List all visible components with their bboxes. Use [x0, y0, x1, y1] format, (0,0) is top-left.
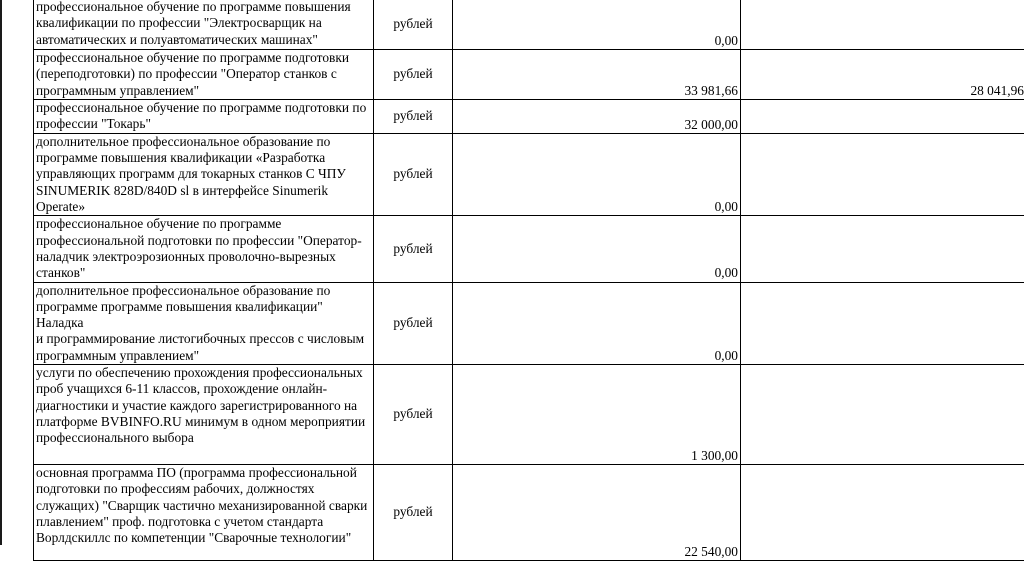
- amount-secondary-cell: [741, 216, 1024, 282]
- amount-secondary-cell: 28 041,96: [741, 50, 1024, 100]
- unit-cell: рублей: [374, 0, 453, 50]
- table-row: [34, 99, 1024, 133]
- table-row: [34, 365, 1024, 465]
- unit-cell: рублей: [374, 365, 453, 465]
- table-row: [34, 50, 1024, 100]
- services-table: [33, 0, 1024, 561]
- service-description: профессиональное обучение по программе подготовки (переподготовки) по профессии "Оператор станков с программным управлением": [34, 50, 374, 100]
- amount-cell: 0,00: [453, 0, 741, 50]
- amount-secondary-cell: [741, 365, 1024, 465]
- amount-cell: 33 981,66: [453, 50, 741, 100]
- table-row: [34, 133, 1024, 215]
- amount-secondary-cell: [741, 133, 1024, 215]
- amount-cell: 22 540,00: [453, 465, 741, 561]
- unit-cell: рублей: [374, 50, 453, 100]
- service-description: дополнительное профессиональное образование по программе программе повышения квалификации" Наладка и программирование листогибочных прессов с числовым программным управлением": [34, 282, 374, 364]
- amount-secondary-cell: [741, 0, 1024, 50]
- table-row: [34, 465, 1024, 561]
- unit-cell: рублей: [374, 216, 453, 282]
- amount-secondary-cell: [741, 282, 1024, 364]
- table-row: [34, 282, 1024, 364]
- unit-cell: рублей: [374, 133, 453, 215]
- table-row: [34, 0, 1024, 50]
- amount-cell: 0,00: [453, 216, 741, 282]
- service-description: основная программа ПО (программа профессиональной подготовки по профессиям рабочих, должностях служащих) "Сварщик частично механизированной сварки плавлением" проф. подготовка с учетом стандарта Ворлдскиллс по компетенции "Сварочные технологии": [34, 465, 374, 561]
- unit-cell: рублей: [374, 282, 453, 364]
- service-description: дополнительное профессиональное образование по программе повышения квалификации «Разработка управляющих программ для токарных станков С ЧПУ SINUMERIK 828D/840D sl в интерфейсе Sinumerik Operate»: [34, 133, 374, 215]
- service-description: профессиональное обучение по программе повышения квалификации по профессии "Электросварщик на автоматических и полуавтоматических машинах": [34, 0, 374, 50]
- unit-cell: рублей: [374, 99, 453, 133]
- table-row: [34, 216, 1024, 282]
- service-description: услуги по обеспечению прохождения профессиональных проб учащихся 6-11 классов, прохождение онлайн- диагностики и участие каждого зарегистрированного на платформе BVBINFO.RU минимум в одном мероприятии профессионального выбора: [34, 365, 374, 465]
- amount-cell: 0,00: [453, 133, 741, 215]
- service-description: профессиональное обучение по программе профессиональной подготовки по профессии "Оператор- наладчик электроэрозионных проволочно-вырезных станков": [34, 216, 374, 282]
- left-edge-border: [0, 0, 2, 545]
- service-description: профессиональное обучение по программе подготовки по профессии "Токарь": [34, 99, 374, 133]
- amount-cell: 32 000,00: [453, 99, 741, 133]
- amount-secondary-cell: [741, 99, 1024, 133]
- amount-cell: 0,00: [453, 282, 741, 364]
- amount-cell: 1 300,00: [453, 365, 741, 465]
- amount-secondary-cell: [741, 465, 1024, 561]
- unit-cell: рублей: [374, 465, 453, 561]
